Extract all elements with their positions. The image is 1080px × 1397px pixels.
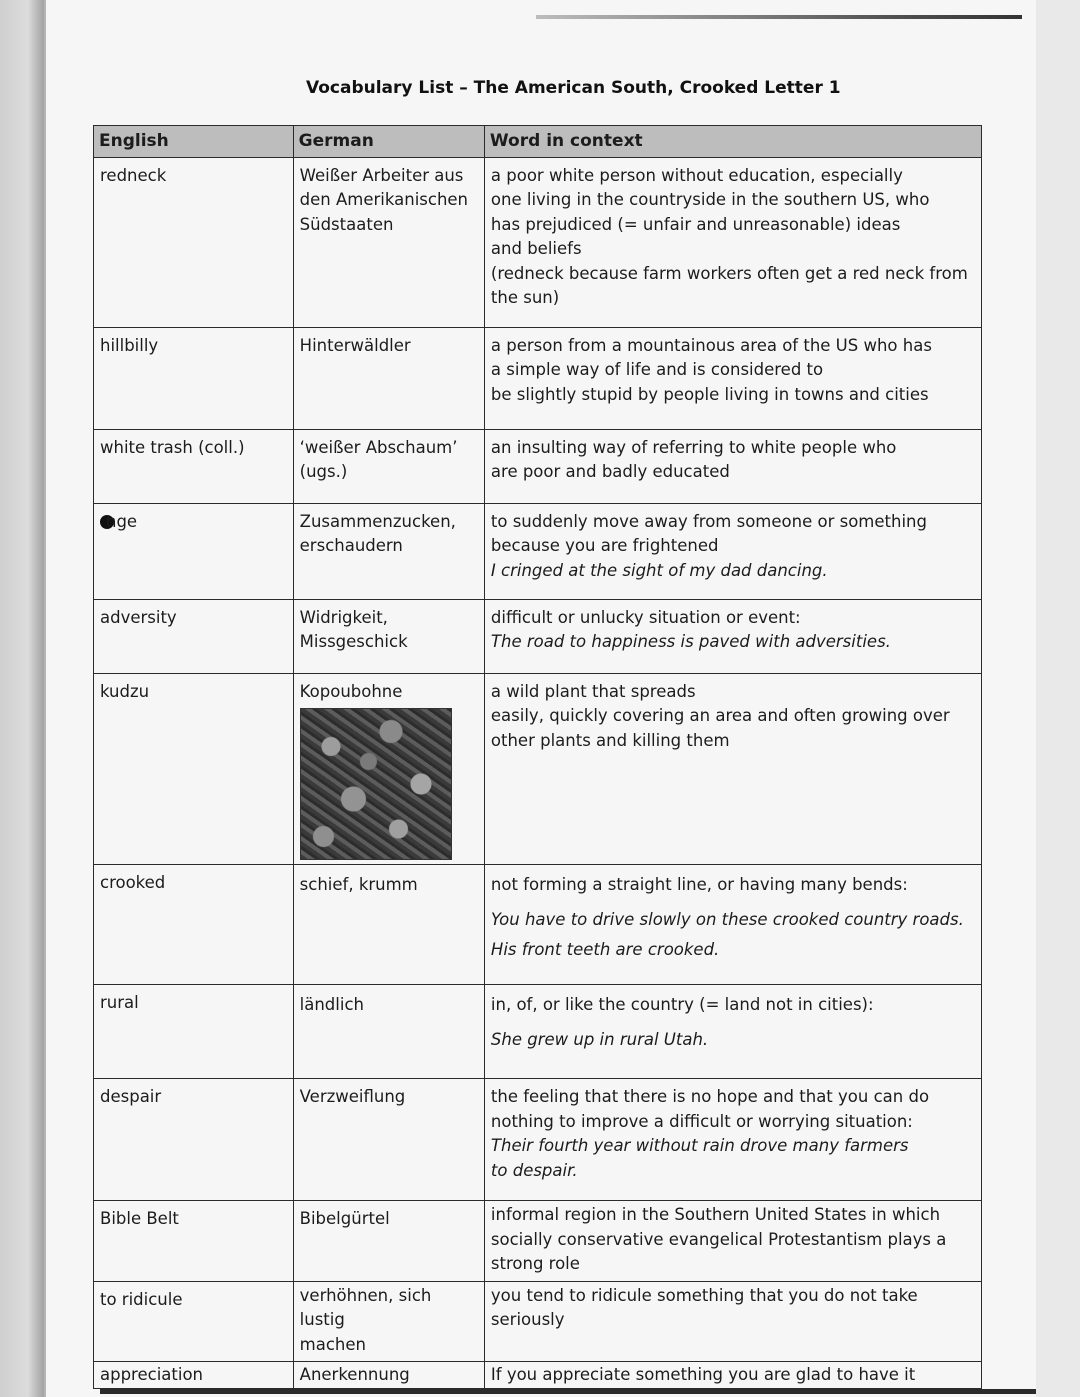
english-term: hillbilly [94, 327, 294, 429]
german-translation: Zusammenzucken, erschaudern [293, 503, 484, 599]
example-sentence: I cringed at the sight of my dad dancing. [490, 560, 828, 580]
english-term: redneck [94, 157, 294, 327]
german-translation: ländlich [293, 985, 484, 1079]
table-row [94, 327, 982, 429]
table-row [94, 1362, 982, 1389]
table-row [94, 429, 982, 503]
table-row [94, 599, 982, 673]
english-term: crooked [94, 865, 294, 985]
german-translation: verhöhnen, sich lustig machen [293, 1281, 484, 1362]
english-term: Bible Belt [94, 1201, 294, 1282]
german-translation: Widrigkeit, Missgeschick [293, 599, 484, 673]
english-term: to ridicule [94, 1281, 294, 1362]
german-translation: Verzweiflung [293, 1079, 484, 1201]
english-term: kudzu [94, 673, 294, 865]
context-definition: you tend to ridicule something that you do not take seriously [484, 1281, 981, 1362]
table-row [94, 673, 982, 865]
header-context: Word in context [484, 126, 981, 158]
example-sentence: His front teeth are crooked. [490, 940, 720, 959]
english-term: adversity [94, 599, 294, 673]
vocabulary-table [93, 125, 982, 1389]
german-translation: Kopoubohne [293, 673, 484, 865]
example-sentence: You have to drive slowly on these crooked country roads. [490, 909, 964, 929]
table-row [94, 1201, 982, 1282]
header-english: English [94, 126, 294, 158]
example-sentence: She grew up in rural Utah. [490, 1029, 709, 1049]
english-term: appreciation [94, 1362, 294, 1389]
context-definition: the feeling that there is no hope and that you can do nothing to improve a difficult or worrying situation: Their fourth year without rain drove many farmers to despair. [484, 1079, 981, 1201]
top-rule [536, 15, 1022, 19]
table-row [94, 985, 982, 1079]
english-term: rural [94, 985, 294, 1079]
table-header-row [94, 126, 982, 158]
context-definition: a poor white person without education, especially one living in the countryside in the southern US, who has prejudiced (= unfair and unreasonable) ideas and beliefs (redneck because farm workers often get a red neck from the sun) [484, 157, 981, 327]
table-row [94, 1079, 982, 1201]
german-translation: Bibelgürtel [293, 1201, 484, 1282]
context-definition: not forming a straight line, or having many bends: You have to drive slowly on these crooked country roads. His front teeth are crooked. [484, 865, 981, 985]
header-german: German [293, 126, 484, 158]
german-translation: Weißer Arbeiter aus den Amerikanischen Südstaaten [293, 157, 484, 327]
context-definition: difficult or unlucky situation or event: The road to happiness is paved with adversities. [484, 599, 981, 673]
kudzu-plant-image [300, 708, 452, 860]
example-sentence: Their fourth year without rain drove many farmers [490, 1136, 909, 1155]
context-definition: a wild plant that spreads easily, quickly covering an area and often growing over other plants and killing them [484, 673, 981, 865]
english-term: white trash (coll.) [94, 429, 294, 503]
context-definition: in, of, or like the country (= land not in cities): She grew up in rural Utah. [484, 985, 981, 1079]
context-definition: an insulting way of referring to white people who are poor and badly educated [484, 429, 981, 503]
page-left-edge [0, 0, 46, 1397]
table-row [94, 503, 982, 599]
context-definition: If you appreciate something you are glad to have it [484, 1362, 981, 1389]
german-translation: ‘weißer Abschaum’ (ugs.) [293, 429, 484, 503]
german-translation: schief, krumm [293, 865, 484, 985]
context-definition: a person from a mountainous area of the US who has a simple way of life and is considered to be slightly stupid by people living in towns and cities [484, 327, 981, 429]
example-sentence: to despair. [490, 1160, 578, 1180]
context-definition: to suddenly move away from someone or something because you are frightened I cringed at the sight of my dad dancing. [484, 503, 981, 599]
english-term: nge [94, 503, 294, 599]
example-sentence: The road to happiness is paved with adversities. [490, 632, 891, 651]
bottom-rule [100, 1389, 1036, 1394]
german-translation: Hinterwäldler [293, 327, 484, 429]
context-definition: informal region in the Southern United States in which socially conservative evangelical Protestantism plays a strong role [484, 1201, 981, 1282]
page-title: Vocabulary List – The American South, Crooked Letter 1 [306, 78, 841, 98]
table-row [94, 157, 982, 327]
table-row [94, 865, 982, 985]
table-row [94, 1281, 982, 1362]
english-term: despair [94, 1079, 294, 1201]
german-translation: Anerkennung [293, 1362, 484, 1389]
